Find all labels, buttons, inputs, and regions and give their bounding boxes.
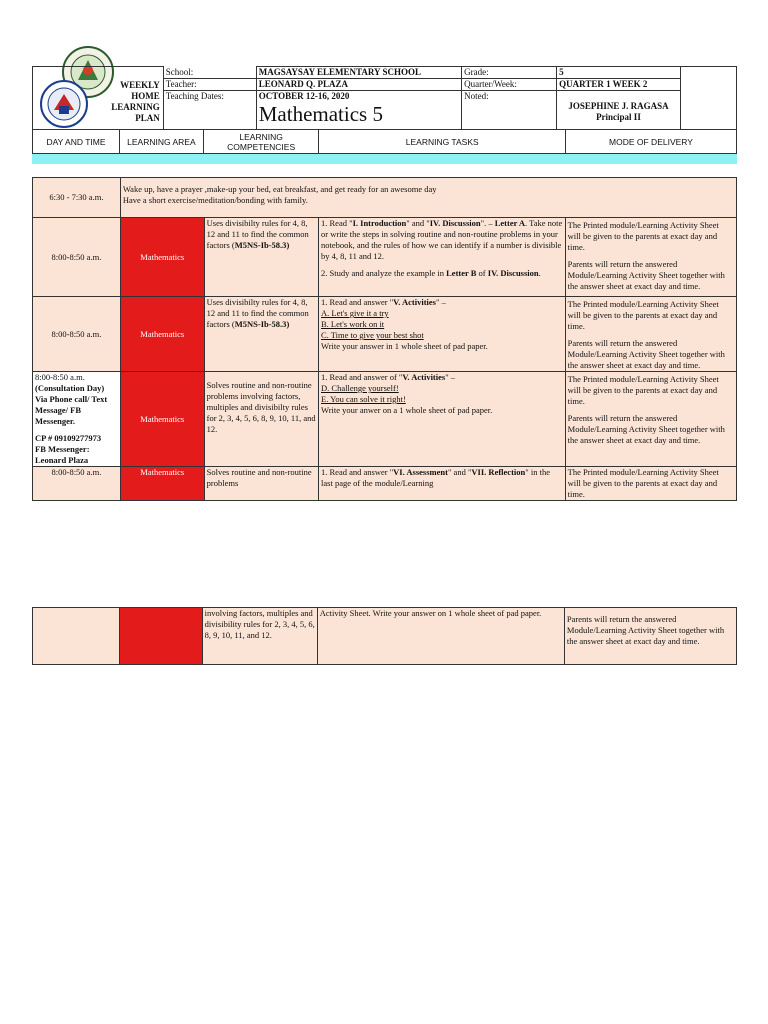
principal-name: JOSEPHINE J. RAGASA bbox=[568, 101, 669, 111]
quarter-value: QUARTER 1 WEEK 2 bbox=[557, 79, 680, 91]
row2-mode: The Printed module/Learning Activity Sheet will be given to the parents at exact day and time. Parents will return the answered Module/Learning Activity Sheet together with the answer sheet at exact day and time. bbox=[565, 297, 736, 372]
col-mode: MODE OF DELIVERY bbox=[566, 130, 737, 154]
row2-area: Mathematics bbox=[120, 297, 204, 372]
cont-competency: involving factors, multiples and divisibility rules for 2, 3, 4, 5, 6, 8, 9, 10, 11, and 12. bbox=[202, 608, 317, 665]
cont-time bbox=[33, 608, 120, 665]
col-day-time: DAY AND TIME bbox=[33, 130, 120, 154]
row2-time: 8:00-8:50 a.m. bbox=[33, 297, 121, 372]
row4-mode: The Printed module/Learning Activity Sheet will be given to the parents at exact day and time. bbox=[565, 467, 736, 501]
row1-time: 8:00-8:50 a.m. bbox=[33, 218, 121, 297]
row1-competency: Uses divisibilty rules for 4, 8, 12 and 11 to find the common factors (M5NS-Ib-58.3) bbox=[204, 218, 318, 297]
noted-label: Noted: bbox=[464, 91, 489, 101]
quarter-label: Quarter/Week: bbox=[462, 79, 556, 91]
row4-time: 8:00-8:50 a.m. bbox=[33, 467, 121, 501]
dates-value: OCTOBER 12-16, 2020 bbox=[258, 91, 350, 101]
subject-title: Mathematics 5 bbox=[258, 102, 383, 126]
row4-tasks: 1. Read and answer "VI. Assessment" and "VII. Reflection" in the last page of the module/Learning bbox=[319, 467, 566, 501]
row1-tasks: 1. Read "I. Introduction" and "IV. Discussion". – Letter A. Take note or write the steps in solving routine and non-routine problems in your notebook, and the rules of how we can identify if a number is divisible by 4, 8, 11 and 12. 2. Study and analyze the example in Letter B of IV. Discussion. bbox=[319, 218, 566, 297]
row3-area: Mathematics bbox=[120, 372, 204, 467]
cyan-divider bbox=[32, 154, 737, 164]
teacher-value: LEONARD Q. PLAZA bbox=[257, 79, 461, 91]
school-label: School: bbox=[164, 67, 256, 79]
row3-time: 8:00-8:50 a.m. (Consultation Day) Via Phone call/ Text Message/ FB Messenger. CP # 09109277973 FB Messenger: Leonard Plaza bbox=[33, 372, 121, 467]
row4-area: Mathematics bbox=[120, 467, 204, 501]
dates-label: Teaching Dates: bbox=[165, 90, 224, 101]
row1-area: Mathematics bbox=[120, 218, 204, 297]
teacher-label: Teacher: bbox=[164, 79, 256, 91]
row3-tasks: 1. Read and answer of "V. Activities" – D. Challenge yourself! E. You can solve it right! Write your anwer on a 1 whole sheet of pad paper. bbox=[319, 372, 566, 467]
cont-area bbox=[119, 608, 202, 665]
row3-competency: Solves routine and non-routine problems involving factors, multiples and divisibilty rules for 2, 3, 4, 5, 6, 8, 9, 10, 11, and 12. bbox=[204, 372, 318, 467]
row0-tasks: Wake up, have a prayer ,make-up your bed, eat breakfast, and get ready for an awesome day Have a short exercise/meditation/bonding with family. bbox=[120, 178, 736, 218]
row4-competency: Solves routine and non-routine problems bbox=[204, 467, 318, 501]
col-learning-area: LEARNING AREA bbox=[119, 130, 203, 154]
blank-cell bbox=[680, 67, 736, 130]
col-competencies: LEARNING COMPETENCIES bbox=[203, 130, 319, 154]
principal-title: Principal II bbox=[596, 112, 641, 122]
cont-mode: Parents will return the answered Module/Learning Activity Sheet together with the answer sheet at exact day and time. bbox=[564, 608, 736, 665]
grade-value: 5 bbox=[557, 67, 680, 79]
col-tasks: LEARNING TASKS bbox=[319, 130, 566, 154]
grade-label: Grade: bbox=[462, 67, 556, 79]
row1-mode: The Printed module/Learning Activity Sheet will be given to the parents at exact day and time. Parents will return the answered Module/Learning Activity Sheet together with the answer sheet at exact day and time. bbox=[565, 218, 736, 297]
cont-tasks: Activity Sheet. Write your answer on 1 whole sheet of pad paper. bbox=[317, 608, 564, 665]
row3-mode: The Printed module/Learning Activity Sheet will be given to the parents at exact day and time. Parents will return the answered Module/Learning Activity Sheet together with the answer sheet at exact day and time. bbox=[565, 372, 736, 467]
school-value: MAGSAYSAY ELEMENTARY SCHOOL bbox=[257, 67, 461, 79]
row2-tasks: 1. Read and answer "V. Activities" – A. Let's give it a try B. Let's work on it C. Time to give your best shot Write your answer in 1 whole sheet of pad paper. bbox=[319, 297, 566, 372]
side-title: WEEKLY HOME LEARNING PLAN bbox=[33, 67, 164, 130]
row2-competency: Uses divisibilty rules for 4, 8, 12 and 11 to find the common factors (M5NS-Ib-58.3) bbox=[204, 297, 318, 372]
row0-time: 6:30 - 7:30 a.m. bbox=[33, 178, 121, 218]
